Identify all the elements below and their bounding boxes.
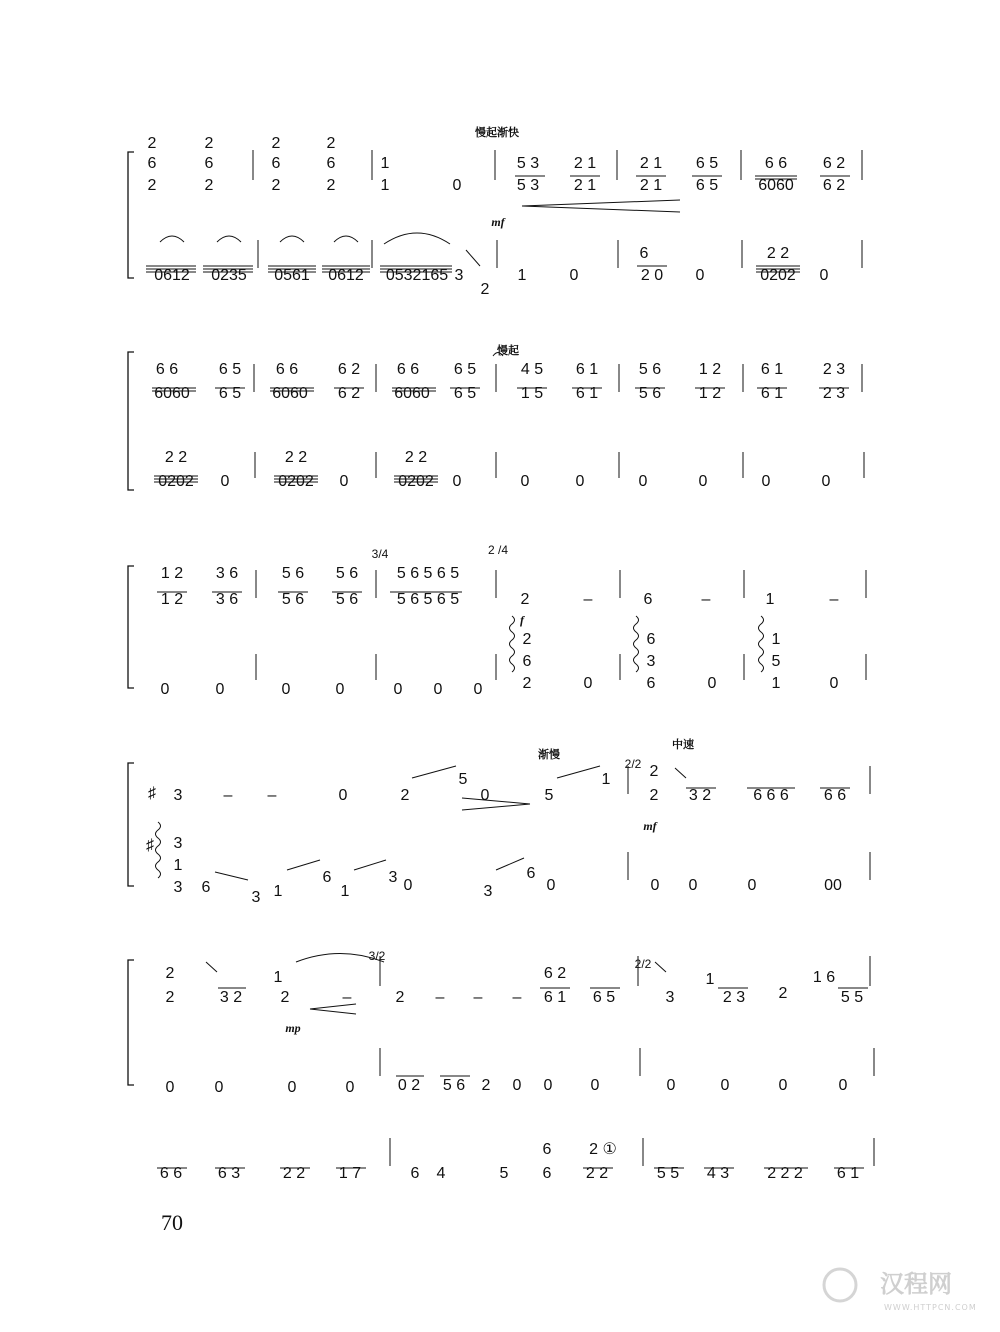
upper-staff-note: – (701, 591, 711, 608)
lower-staff-note: 0 (720, 1077, 730, 1094)
upper-staff-note: 2 3 (722, 989, 746, 1006)
score-marking: 3/4 (371, 547, 389, 561)
upper-staff-note: 4 5 (520, 361, 544, 378)
upper-staff-note: 5 6 5 6 5 (396, 565, 460, 582)
lower-staff-note: 0 (583, 675, 593, 692)
upper-staff-note: 5 6 5 6 5 (396, 591, 460, 608)
upper-staff-note: 6 2 (337, 361, 361, 378)
lower-staff-note: 0202 (158, 473, 194, 490)
watermark-logo (824, 1269, 977, 1312)
lower-staff-note: 3 (388, 869, 398, 886)
upper-staff-note: 5 6 (335, 565, 359, 582)
upper-staff-note: 5 (458, 771, 468, 788)
upper-staff-note: 5 3 (516, 177, 540, 194)
upper-staff-note: 2 1 (573, 177, 597, 194)
lower-staff-note: 0 (520, 473, 530, 490)
upper-staff-note: 5 (499, 1165, 509, 1182)
upper-staff-note: 6 6 6 (753, 787, 789, 804)
lower-staff-note: 0 (339, 473, 349, 490)
system-2 (154, 343, 845, 490)
upper-staff-note: 6 5 (592, 989, 616, 1006)
upper-staff-note: 5 6 (335, 591, 359, 608)
upper-staff-note: 0 (452, 177, 462, 194)
lower-staff-note: 0 (747, 877, 757, 894)
lower-staff-note: 0 (698, 473, 708, 490)
lower-staff-note: 0 (590, 1077, 600, 1094)
upper-staff-note: – (342, 989, 352, 1006)
upper-staff-note: 2 1 (573, 155, 597, 172)
lower-staff-note: 5 (771, 653, 781, 670)
system-5 (166, 949, 864, 1096)
upper-staff-note: 6 1 (575, 385, 599, 402)
score-marking: 2 /4 (487, 543, 509, 557)
upper-staff-note: 6 1 (760, 385, 784, 402)
upper-staff-note: 2 ① (589, 1141, 617, 1158)
lower-staff-note: 0 (543, 1077, 553, 1094)
upper-staff-note: 1 (380, 155, 390, 172)
lower-staff-note: 0 (215, 681, 225, 698)
upper-staff-note: 5 (544, 787, 554, 804)
upper-staff-note: 6 2 (337, 385, 361, 402)
upper-staff-note: 6 2 (822, 177, 846, 194)
lower-staff-note: 2 2 (164, 449, 188, 466)
watermark-url: WWW.HTTPCN.COM (884, 1303, 977, 1312)
upper-staff-note: 6 (643, 591, 653, 608)
score-marking: 中速 (672, 738, 694, 751)
upper-staff-note: – (512, 989, 522, 1006)
lower-staff-note: 3 (646, 653, 656, 670)
upper-staff-note: 5 6 (281, 565, 305, 582)
upper-staff-note: 6 (204, 155, 214, 172)
upper-staff-note: 2 (204, 177, 214, 194)
upper-staff-note: 1 2 (698, 385, 722, 402)
upper-staff-note: 6 2 (543, 965, 567, 982)
lower-staff-note: 0 2 (397, 1077, 421, 1094)
lower-staff-note: 0 (761, 473, 771, 490)
lower-staff-note: 2 (481, 1077, 491, 1094)
lower-staff-note: 6 (526, 865, 536, 882)
upper-staff-note: 6 5 (695, 155, 719, 172)
lower-staff-note: 3 (173, 879, 183, 896)
lower-staff-note: 0 (345, 1079, 355, 1096)
lower-staff-note: 6 (322, 869, 332, 886)
lower-staff-note: 2 (480, 281, 490, 298)
lower-staff-note: 0 (546, 877, 556, 894)
lower-staff-note: 0612 (154, 267, 190, 284)
upper-staff-note: 6060 (154, 385, 190, 402)
upper-staff-note: 2 (165, 965, 175, 982)
lower-staff-note: 2 2 (766, 245, 790, 262)
upper-staff-note: 2 1 (639, 177, 663, 194)
upper-staff-note: 6 5 (695, 177, 719, 194)
upper-staff-note: 6 5 (218, 361, 242, 378)
lower-staff-note: 0 (393, 681, 403, 698)
lower-staff-note: 0 (281, 681, 291, 698)
upper-staff-note: 6 6 (764, 155, 788, 172)
lower-staff-note: 1 (173, 857, 183, 874)
upper-staff-note: 2 3 (822, 385, 846, 402)
upper-staff-note: 6 5 (453, 361, 477, 378)
upper-staff-note: 5 6 (638, 385, 662, 402)
score-marking: f (520, 613, 524, 627)
upper-staff-note: 2 (649, 763, 659, 780)
upper-staff-note: 6 (271, 155, 281, 172)
upper-staff-note: 6 (542, 1141, 552, 1158)
lower-staff-note: 1 (517, 267, 527, 284)
lower-staff-note: 3 (173, 835, 183, 852)
upper-staff-note: 3 6 (215, 591, 239, 608)
lower-staff-note: 0 (575, 473, 585, 490)
upper-staff-note: 1 7 (338, 1165, 362, 1182)
lower-staff-note: 6 (639, 245, 649, 262)
lower-staff-note: 2 0 (640, 267, 664, 284)
upper-staff-note: 5 6 (638, 361, 662, 378)
upper-staff-note: 2 (400, 787, 410, 804)
upper-staff-note: 6060 (758, 177, 794, 194)
upper-staff-note: 0 (480, 787, 490, 804)
upper-staff-note: 2 (520, 591, 530, 608)
upper-staff-note: 2 (326, 135, 336, 152)
upper-staff-note: 1 (273, 969, 283, 986)
lower-staff-note: 0202 (278, 473, 314, 490)
score-marking: mp (285, 1021, 301, 1035)
upper-staff-note: 1 (380, 177, 390, 194)
upper-staff-note: 3 (173, 787, 183, 804)
lower-staff-note: 0 (819, 267, 829, 284)
score-marking: 2/2 (634, 957, 652, 971)
upper-staff-note: 6 6 (396, 361, 420, 378)
upper-staff-note: 1 2 (160, 565, 184, 582)
lower-staff-note: 0612 (328, 267, 364, 284)
upper-staff-note: 3 6 (215, 565, 239, 582)
upper-staff-note: 2 (326, 177, 336, 194)
upper-staff-note: 2 3 (822, 361, 846, 378)
watermark-text: 汉程网 (880, 1270, 952, 1298)
upper-staff-note: 5 3 (516, 155, 540, 172)
upper-staff-note: 6 (147, 155, 157, 172)
lower-staff-note: 0 (638, 473, 648, 490)
upper-staff-note: – (829, 591, 839, 608)
upper-staff-note: 2 (165, 989, 175, 1006)
upper-staff-note: 2 1 (639, 155, 663, 172)
upper-staff-note: 2 (204, 135, 214, 152)
lower-staff-note: 6 (646, 631, 656, 648)
upper-staff-note: 6 2 (822, 155, 846, 172)
lower-staff-note: 0 (220, 473, 230, 490)
upper-staff-note: 3 2 (688, 787, 712, 804)
lower-staff-note: 1 (340, 883, 350, 900)
lower-staff-note: 00 (824, 877, 842, 894)
upper-staff-note: 3 2 (219, 989, 243, 1006)
page-number: 70 (161, 1210, 183, 1235)
upper-staff-note: 2 2 (282, 1165, 306, 1182)
upper-staff-note: – (435, 989, 445, 1006)
upper-staff-note: 2 (271, 135, 281, 152)
upper-staff-note: 6 (410, 1165, 420, 1182)
lower-staff-note: 0 (452, 473, 462, 490)
upper-staff-note: 6 3 (217, 1165, 241, 1182)
upper-staff-note: – (473, 989, 483, 1006)
lower-staff-note: 0 (838, 1077, 848, 1094)
upper-staff-note: 6 1 (575, 361, 599, 378)
system-3 (161, 543, 839, 698)
lower-staff-note: 3 (251, 889, 261, 906)
lower-staff-note: 2 (522, 631, 532, 648)
lower-staff-note: 0 (433, 681, 443, 698)
lower-staff-note: 6 (201, 879, 211, 896)
upper-staff-note: 3 (665, 989, 675, 1006)
lower-staff-note: 3 (454, 267, 464, 284)
upper-staff-note: 2 (147, 177, 157, 194)
upper-staff-note: 6 1 (836, 1165, 860, 1182)
upper-staff-note: 5 5 (840, 989, 864, 1006)
lower-staff-note: 0532165 (385, 267, 449, 284)
system-6 (160, 1141, 859, 1182)
lower-staff-note: 0 (821, 473, 831, 490)
lower-staff-note: 0 (403, 877, 413, 894)
notation-lines (128, 150, 874, 1168)
upper-staff-note: 6 6 (159, 1165, 183, 1182)
upper-staff-note: – (223, 787, 233, 804)
upper-staff-note: 6 5 (453, 385, 477, 402)
score-marking: 2/2 (624, 757, 642, 771)
upper-staff-note: 2 (778, 985, 788, 1002)
lower-staff-note: 0 (165, 1079, 175, 1096)
upper-staff-note: 2 (649, 787, 659, 804)
upper-staff-note: 6060 (272, 385, 308, 402)
lower-staff-note: 3 (483, 883, 493, 900)
upper-staff-note: 6 6 (823, 787, 847, 804)
upper-staff-note: 2 2 2 (767, 1165, 803, 1182)
lower-staff-note: 0 (512, 1077, 522, 1094)
upper-staff-note: 2 (280, 989, 290, 1006)
lower-staff-note: 0 (569, 267, 579, 284)
upper-staff-note: 1 2 (698, 361, 722, 378)
lower-staff-note: 0 (829, 675, 839, 692)
score-marking: mf (643, 819, 657, 833)
lower-staff-note: 0 (707, 675, 717, 692)
lower-staff-note: 6 (646, 675, 656, 692)
lower-staff-note: 0 (287, 1079, 297, 1096)
upper-staff-note: 4 3 (706, 1165, 730, 1182)
lower-staff-note: 0 (650, 877, 660, 894)
upper-staff-note: 6 (542, 1165, 552, 1182)
upper-staff-note: 6 5 (218, 385, 242, 402)
score-marking: 3/2 (368, 949, 386, 963)
lower-staff-note: 2 (522, 675, 532, 692)
lower-staff-note: 0 (160, 681, 170, 698)
lower-staff-note: 0 (473, 681, 483, 698)
upper-staff-note: 1 (705, 971, 715, 988)
lower-staff-note: 0 (335, 681, 345, 698)
lower-staff-note: 0 (666, 1077, 676, 1094)
lower-staff-note: 2 2 (284, 449, 308, 466)
upper-staff-note: 6 6 (275, 361, 299, 378)
lower-staff-note: 1 (273, 883, 283, 900)
system-4 (146, 737, 846, 906)
upper-staff-note: 5 5 (656, 1165, 680, 1182)
lower-staff-note: 0202 (398, 473, 434, 490)
upper-staff-note: 5 6 (281, 591, 305, 608)
upper-staff-note: 4 (436, 1165, 446, 1182)
upper-staff-note: 2 2 (585, 1165, 609, 1182)
upper-staff-note: 1 6 (812, 969, 836, 986)
upper-staff-note: 2 (395, 989, 405, 1006)
upper-staff-note: 0 (338, 787, 348, 804)
lower-staff-note: 2 2 (404, 449, 428, 466)
upper-staff-note: 1 (601, 771, 611, 788)
upper-staff-note: 2 (147, 135, 157, 152)
lower-staff-note: 0 (214, 1079, 224, 1096)
lower-staff-note: 0 (778, 1077, 788, 1094)
score-marking: 慢起 (497, 344, 519, 357)
upper-staff-note: – (267, 787, 277, 804)
upper-staff-note: ♯ (148, 785, 156, 802)
upper-staff-note: 1 (765, 591, 775, 608)
score-marking: mf (491, 215, 505, 229)
upper-staff-note: 6 1 (543, 989, 567, 1006)
upper-staff-note: 1 5 (520, 385, 544, 402)
lower-staff-note: 0 (688, 877, 698, 894)
upper-staff-note: 6060 (394, 385, 430, 402)
lower-staff-note: 0 (695, 267, 705, 284)
lower-staff-note: 1 (771, 631, 781, 648)
upper-staff-note: – (583, 591, 593, 608)
score-marking: 渐慢 (538, 748, 560, 761)
lower-staff-note: 0202 (760, 267, 796, 284)
upper-staff-note: 6 (326, 155, 336, 172)
lower-staff-note: ♯ (146, 837, 154, 854)
upper-staff-note: 1 2 (160, 591, 184, 608)
notation-notes (146, 125, 863, 1182)
lower-staff-note: 0235 (211, 267, 247, 284)
score-marking: 慢起渐快 (475, 126, 519, 139)
lower-staff-note: 0561 (274, 267, 310, 284)
lower-staff-note: 6 (522, 653, 532, 670)
upper-staff-note: 6 6 (155, 361, 179, 378)
upper-staff-note: 2 (271, 177, 281, 194)
lower-staff-note: 5 6 (442, 1077, 466, 1094)
upper-staff-note: 6 1 (760, 361, 784, 378)
lower-staff-note: 1 (771, 675, 781, 692)
